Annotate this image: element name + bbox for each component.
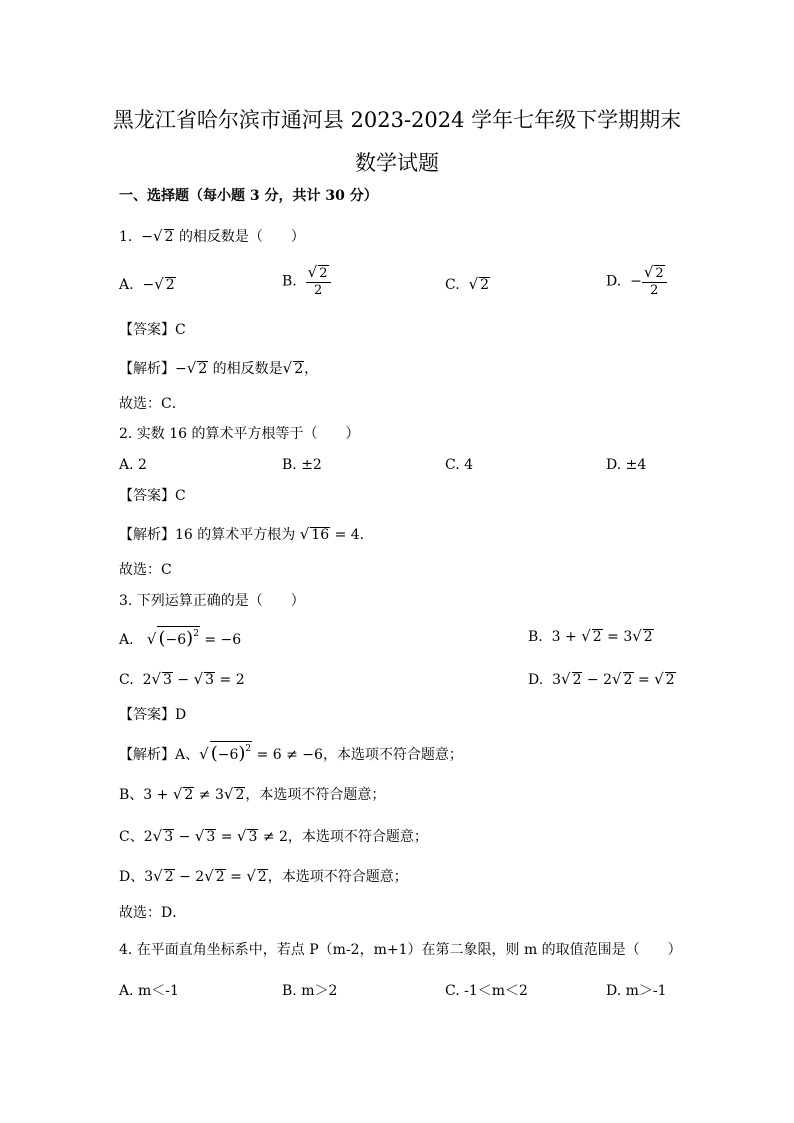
q1-analysis: 【解析】−√ 2 的相反数是√ 2， <box>119 359 319 377</box>
q1-answer: 【答案】C <box>119 322 186 338</box>
math-expression: −√ 2 <box>136 227 174 245</box>
analysis-text: ，本选项不符合题意； <box>245 787 386 803</box>
document-title-line1: 黑龙江省哈尔滨市通河县 2023-2024 学年七年级下学期期末 <box>112 108 682 132</box>
analysis-label: 【解析】A、 <box>119 747 200 763</box>
question-3-stem: 3. 下列运算正确的是（ ） <box>119 593 305 609</box>
option-label: B. <box>528 629 543 645</box>
analysis-text: = 4． <box>334 527 374 543</box>
analysis-text: ，本选项不符合题意； <box>267 869 408 885</box>
question-1-stem <box>119 226 305 247</box>
analysis-text: 的相反数是 <box>212 361 283 377</box>
option-label: D. <box>528 672 544 688</box>
option-label: C. <box>445 277 460 293</box>
q1-conclusion: 故选：C． <box>119 396 186 412</box>
q4-option-c: C. -1＜m＜2 <box>445 983 528 999</box>
q1-option-d: D. − $\frac{√ 2}{2}$ <box>606 264 667 299</box>
q1-option-c: C. √ 2 <box>445 275 490 293</box>
option-label: C. <box>119 672 134 688</box>
q4-option-a: A. m＜-1 <box>119 983 179 999</box>
q2-option-b: B. ±2 <box>282 457 322 473</box>
math-text: = 2 <box>219 672 245 688</box>
q4-option-b: B. m＞2 <box>282 983 338 999</box>
q3-analysis-d: D、3√ 2 − 2√ 2 = √ 2，本选项不符合题意； <box>119 867 408 885</box>
question-number: 1. <box>119 229 133 245</box>
math-text: = −6 <box>204 632 242 648</box>
option-label: A. <box>119 277 134 293</box>
analysis-text: ， <box>304 361 319 377</box>
fraction: $\frac{√ 2}{2}$ <box>306 264 331 299</box>
math-text: = 6 ≠ −6 <box>256 747 323 763</box>
analysis-label: D、 <box>119 869 145 885</box>
analysis-label: C、 <box>119 829 144 845</box>
q2-option-c: C. 4 <box>445 457 474 473</box>
q2-answer: 【答案】C <box>119 488 186 504</box>
q3-answer: 【答案】D <box>119 707 187 723</box>
q1-option-a: A. −√ 2 <box>119 275 175 293</box>
analysis-text: ，本选项不符合题意； <box>287 829 428 845</box>
q2-option-d: D. ±4 <box>606 457 647 473</box>
option-label: D. <box>606 273 622 290</box>
fraction: $\frac{√ 2}{2}$ <box>642 264 667 299</box>
section-heading: 一、选择题（每小题 3 分，共计 30 分） <box>119 188 378 204</box>
q2-analysis: 【解析】16 的算术平方根为 √ 16 = 4． <box>119 525 374 543</box>
analysis-text: ，本选项不符合题意； <box>322 747 463 763</box>
q3-option-a: A. √ $(-6)^2 = -6$ <box>119 628 242 649</box>
q3-option-c: C. 2√ 3 − √ 3 = 2 <box>119 670 245 688</box>
q3-conclusion: 故选：D． <box>119 905 187 921</box>
analysis-text: 【解析】16 的算术平方根为 <box>119 527 296 543</box>
q2-conclusion: 故选：C <box>119 562 172 578</box>
q3-analysis-b: B、3 + √ 2 ≠ 3√ 2，本选项不符合题意； <box>119 785 386 803</box>
q3-option-d: D. 3√ 2 − 2√ 2 = √ 2 <box>528 670 675 688</box>
option-label: B. <box>282 273 297 290</box>
question-2-stem: 2. 实数 16 的算术平方根等于（ ） <box>119 426 360 442</box>
analysis-label: 【解析】 <box>119 361 175 377</box>
q4-option-d: D. m＞-1 <box>606 983 667 999</box>
q3-analysis-a: 【解析】A、√ $(-6)^2 = 6 \ne -6$，本选项不符合题意； <box>119 743 463 764</box>
q3-analysis-c: C、2√ 3 − √ 3 = √ 3 ≠ 2，本选项不符合题意； <box>119 827 428 845</box>
question-4-stem: 4. 在平面直角坐标系中，若点 P（m-2，m+1）在第二象限，则 m 的取值范围是（ ） <box>119 942 682 958</box>
q2-option-a: A. 2 <box>119 457 147 473</box>
q1-option-b <box>282 264 331 299</box>
option-label: A. <box>119 632 134 648</box>
analysis-label: B、 <box>119 787 144 803</box>
document-title-line2: 数学试题 <box>355 151 439 175</box>
q3-option-b: B. 3 + √ 2 = 3√ 2 <box>528 627 653 645</box>
question-text: 的相反数是（ ） <box>178 229 305 245</box>
